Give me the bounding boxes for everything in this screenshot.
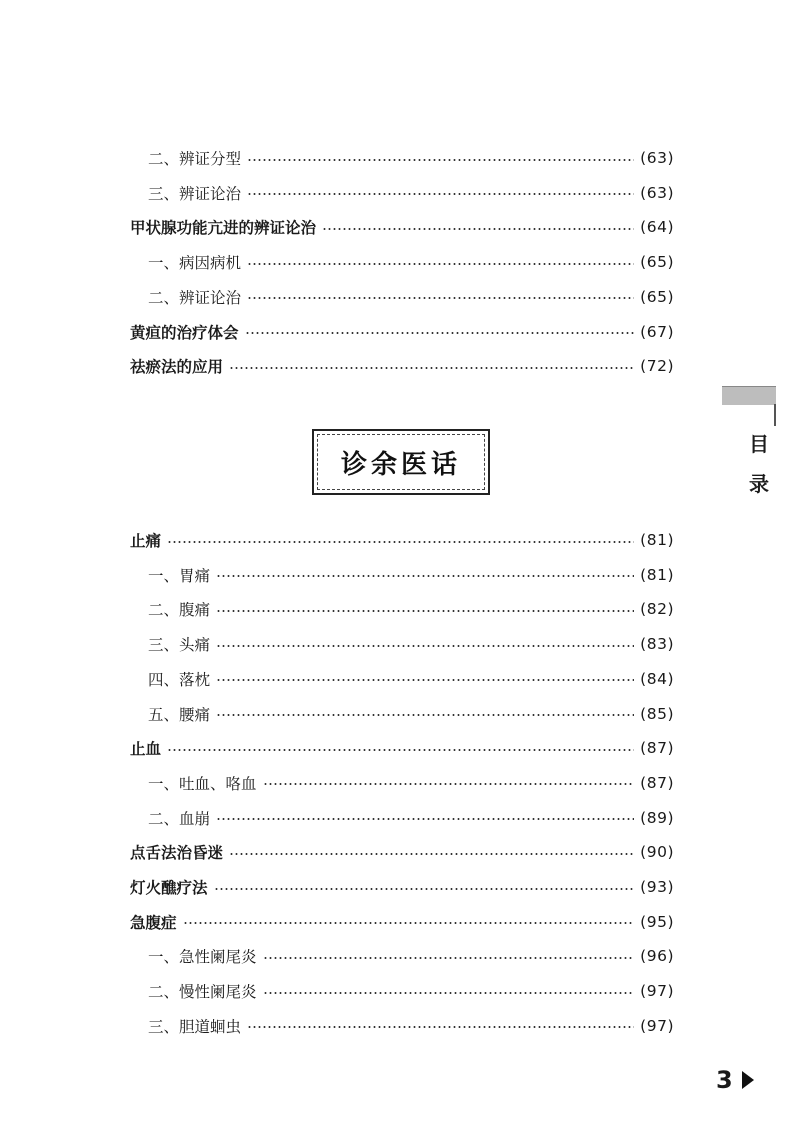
toc-entry	[148, 664, 674, 694]
dot-leader	[247, 297, 634, 299]
page-arrow-icon	[742, 1071, 754, 1089]
toc-entry-title: 二、辨证分型	[148, 150, 242, 168]
toc-entry-title: 一、吐血、咯血	[148, 774, 257, 793]
toc-entry	[148, 560, 674, 590]
toc-entry	[130, 317, 674, 347]
toc-entry-page: (95)	[640, 912, 674, 931]
side-tab-bar	[722, 386, 776, 405]
toc-entry-page: (81)	[640, 565, 674, 584]
dot-leader	[247, 1026, 634, 1028]
dot-leader	[167, 749, 634, 751]
dot-leader	[263, 783, 635, 785]
toc-entry	[148, 143, 674, 173]
dot-leader	[216, 818, 634, 820]
dot-leader	[183, 922, 635, 924]
toc-entry	[148, 629, 674, 659]
section-heading: 诊余医话	[340, 449, 461, 480]
toc-entry-page: (82)	[640, 600, 674, 619]
dot-leader	[214, 888, 635, 890]
toc-entry-title: 二、辨证论治	[148, 288, 242, 307]
toc-entry-title: 止痛	[130, 532, 162, 550]
toc-entry-title: 四、落枕	[148, 670, 211, 689]
toc-entry-title: 一、胃痛	[148, 566, 211, 585]
side-tab-char-2: 录	[749, 472, 769, 496]
toc-entry-page: (67)	[640, 322, 674, 341]
dot-leader	[322, 228, 634, 230]
toc-entry	[130, 212, 674, 242]
toc-entry-title: 止血	[130, 740, 162, 759]
toc-entry-title: 灯火醮疗法	[130, 879, 208, 897]
toc-entry	[148, 803, 674, 833]
toc-entry-page: (90)	[640, 843, 674, 862]
toc-entry-title: 三、辨证论治	[148, 184, 242, 203]
dot-leader	[263, 957, 635, 959]
toc-entry	[130, 872, 674, 902]
toc-entry-title: 二、血崩	[148, 809, 211, 828]
dot-leader	[245, 332, 635, 334]
toc-entry	[130, 837, 674, 867]
toc-entry-page: (93)	[640, 878, 674, 896]
toc-entry	[148, 1011, 674, 1041]
dot-leader	[229, 367, 634, 369]
dot-leader	[229, 853, 634, 855]
dot-leader	[247, 193, 634, 195]
toc-entry	[130, 907, 674, 937]
toc-entry-title: 点舌法治昏迷	[130, 844, 224, 863]
dot-leader	[216, 610, 634, 612]
dot-leader	[263, 992, 635, 994]
toc-entry	[130, 351, 674, 381]
page-number: 3	[716, 1066, 733, 1094]
dot-leader	[216, 575, 634, 577]
toc-entry-page: (72)	[640, 357, 674, 376]
dot-leader	[216, 714, 634, 716]
toc-entry	[130, 525, 674, 555]
dot-leader	[247, 159, 634, 161]
toc-entry	[130, 733, 674, 763]
toc-entry-title: 三、头痛	[148, 636, 211, 655]
toc-entry	[148, 941, 674, 971]
side-tab-line	[774, 404, 776, 426]
toc-entry-title: 五、腰痛	[148, 705, 211, 724]
toc-entry-page: (84)	[640, 669, 674, 688]
toc-entry	[148, 178, 674, 208]
toc-entry-page: (96)	[640, 947, 674, 966]
toc-entry-title: 急腹症	[130, 913, 177, 932]
toc-entry-page: (63)	[640, 183, 674, 202]
toc-entry-title: 三、胆道蛔虫	[148, 1017, 242, 1036]
dot-leader	[216, 645, 634, 647]
toc-entry-page: (64)	[640, 218, 674, 237]
toc-entry	[148, 976, 674, 1006]
toc-entry-title: 一、病因病机	[148, 254, 242, 273]
toc-entry	[148, 699, 674, 729]
toc-entry-title: 甲状腺功能亢进的辨证论治	[130, 219, 317, 238]
toc-entry-page: (65)	[640, 253, 674, 272]
toc-entry-page: (87)	[640, 739, 674, 758]
toc-entry-page: (65)	[640, 287, 674, 306]
toc-entry-title: 祛瘀法的应用	[130, 358, 224, 377]
toc-entry	[148, 768, 674, 798]
toc-entry-page: (97)	[640, 982, 674, 1001]
side-tab-char-1: 目	[749, 432, 769, 456]
toc-entry-page: (89)	[640, 808, 674, 827]
toc-entry	[148, 282, 674, 312]
toc-entry-page: (83)	[640, 635, 674, 654]
dot-leader	[167, 541, 634, 543]
toc-entry-page: (81)	[640, 531, 674, 549]
toc-entry-page: (63)	[640, 149, 674, 167]
toc-entry-title: 二、腹痛	[148, 601, 211, 620]
toc-entry-title: 黄疸的治疗体会	[130, 323, 239, 342]
toc-entry-page: (85)	[640, 704, 674, 723]
toc-entry	[148, 594, 674, 624]
toc-entry-page: (97)	[640, 1016, 674, 1035]
toc-entry-title: 二、慢性阑尾炎	[148, 983, 257, 1002]
toc-entry	[148, 247, 674, 277]
section-heading-box	[312, 429, 490, 495]
dot-leader	[247, 263, 634, 265]
dot-leader	[216, 679, 634, 681]
toc-entry-title: 一、急性阑尾炎	[148, 948, 257, 967]
toc-entry-page: (87)	[640, 773, 674, 792]
